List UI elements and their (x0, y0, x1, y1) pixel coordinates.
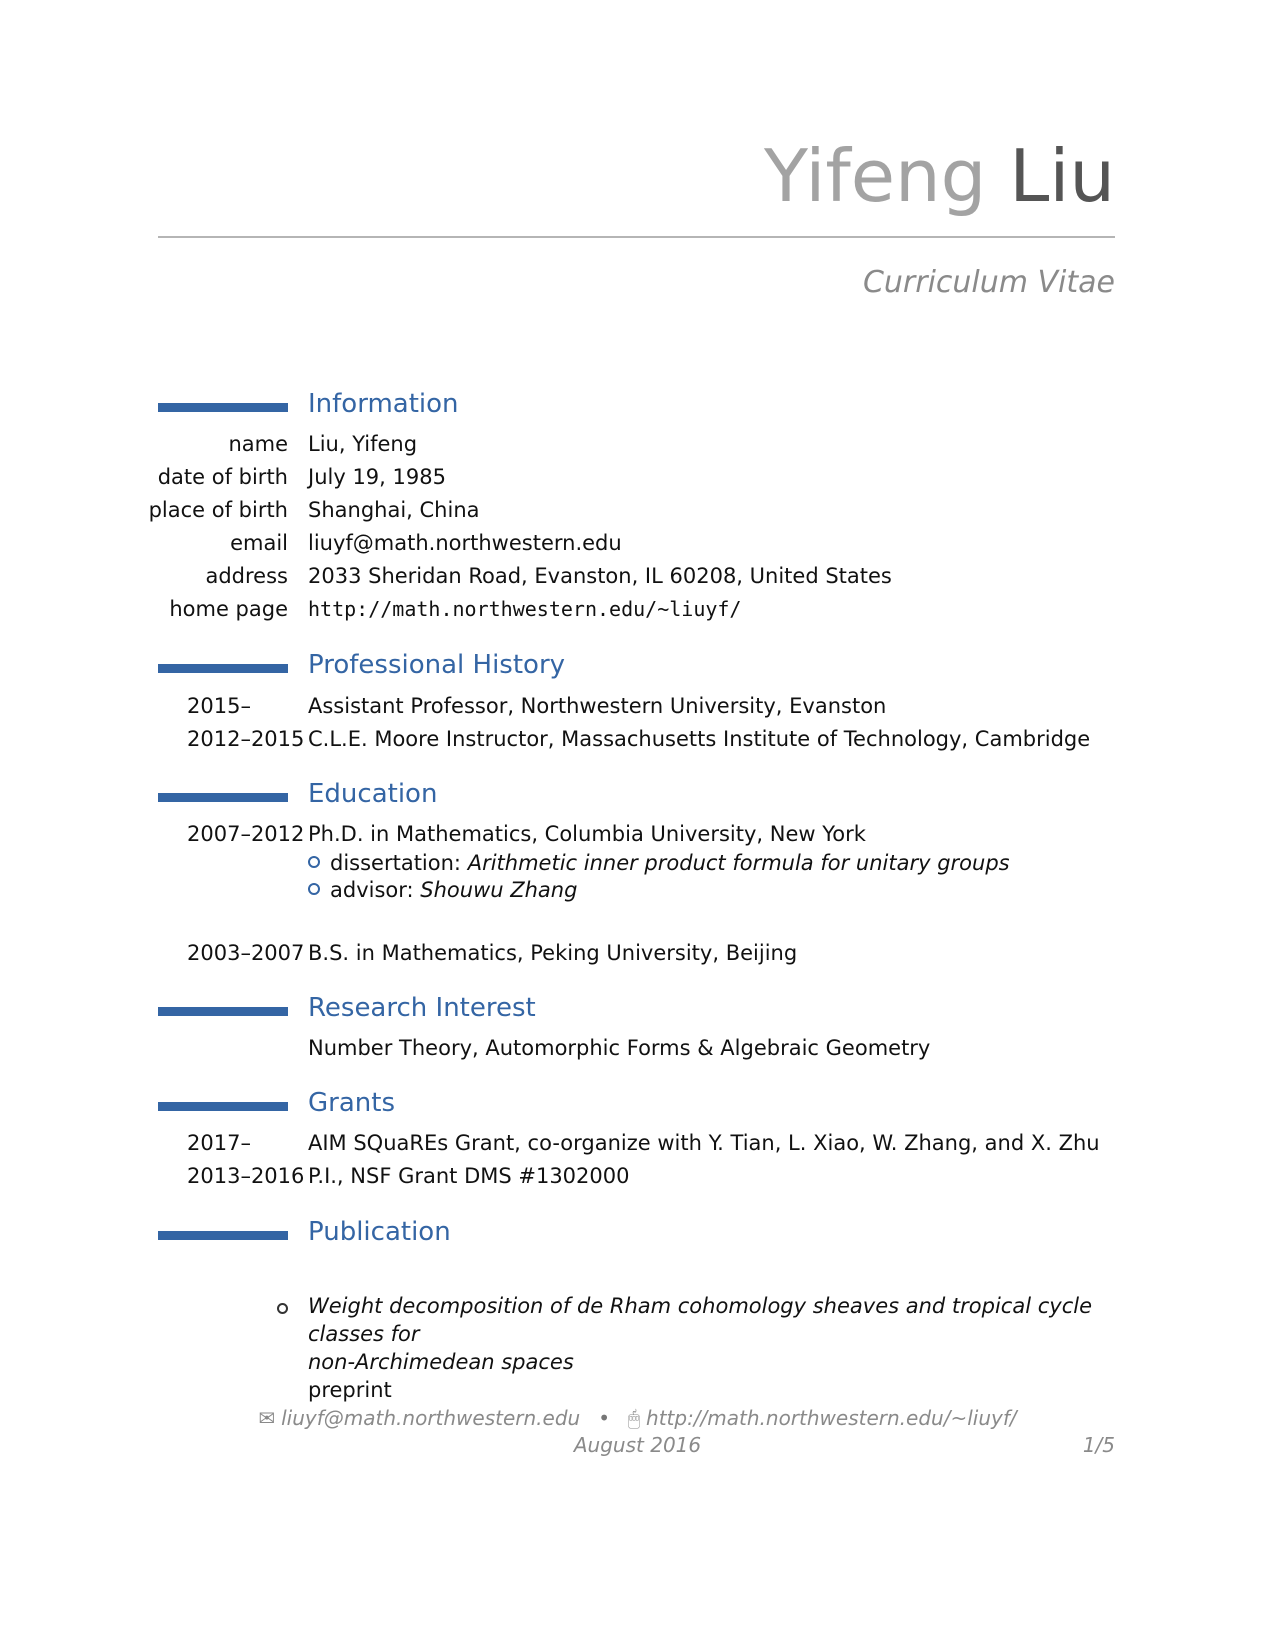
section-title: Research Interest (308, 993, 536, 1023)
last-name: Liu (1009, 134, 1115, 218)
research-interest-text: Number Theory, Automorphic Forms & Algebraic Geometry (308, 1036, 931, 1060)
section-bar (158, 1231, 288, 1240)
info-label: email (230, 531, 288, 555)
footer-email[interactable]: liuyf@math.northwestern.edu (281, 1406, 581, 1430)
info-row (0, 597, 1275, 627)
info-label: address (205, 564, 288, 588)
footer-date: August 2016 (573, 1433, 702, 1457)
section-grants (0, 1088, 1275, 1124)
section-information (0, 389, 1275, 425)
title-rule (158, 236, 1115, 238)
research-row (0, 1036, 1275, 1066)
info-value: Shanghai, China (308, 498, 480, 522)
homepage-link[interactable]: http://math.northwestern.edu/~liuyf/ (308, 597, 742, 621)
circle-bullet-icon (277, 1303, 288, 1314)
section-bar (158, 793, 288, 802)
page-number: 1/5 (1082, 1433, 1115, 1457)
info-value: July 19, 1985 (308, 465, 446, 489)
cv-subtitle: Curriculum Vitae (862, 265, 1115, 300)
info-row (0, 498, 1275, 528)
info-row (0, 432, 1275, 462)
history-date: 2015– (187, 694, 251, 718)
first-name: Yifeng (763, 134, 987, 218)
grant-date: 2017– (187, 1131, 251, 1155)
dissertation-label: dissertation: (330, 851, 462, 875)
section-research-interest (0, 993, 1275, 1029)
history-value: Assistant Professor, Northwestern University, Evanston (308, 694, 887, 718)
section-bar (158, 1007, 288, 1016)
info-row (0, 564, 1275, 594)
section-title: Publication (308, 1217, 451, 1247)
separator-dot: • (598, 1406, 611, 1430)
info-value: Liu, Yifeng (308, 432, 418, 456)
info-value: 2033 Sheridan Road, Evanston, IL 60208, United States (308, 564, 892, 588)
section-title: Information (308, 389, 459, 419)
info-label: home page (169, 597, 288, 621)
advisor-name: Shouwu Zhang (420, 878, 578, 902)
grant-row (0, 1164, 1275, 1194)
dissertation-item (308, 851, 1010, 879)
history-row (0, 727, 1275, 757)
education-value: Ph.D. in Mathematics, Columbia University, New York (308, 822, 866, 846)
education-row (0, 941, 1275, 971)
history-row (0, 694, 1275, 724)
history-value: C.L.E. Moore Instructor, Massachusetts Institute of Technology, Cambridge (308, 727, 1091, 751)
info-label: date of birth (157, 465, 288, 489)
publication-status: preprint (308, 1378, 392, 1402)
mouse-icon: 🖱 (628, 1406, 641, 1430)
education-date: 2007–2012 (187, 822, 305, 846)
advisor-item (308, 878, 577, 906)
info-label: place of birth (148, 498, 288, 522)
section-bar (158, 1102, 288, 1111)
footer-homepage[interactable]: http://math.northwestern.edu/~liuyf/ (646, 1406, 1017, 1430)
circle-bullet-icon (308, 883, 320, 895)
education-date: 2003–2007 (187, 941, 305, 965)
publication-title-line1: Weight decomposition of de Rham cohomology sheaves and tropical cycle classes for (308, 1294, 1093, 1346)
history-date: 2012–2015 (187, 727, 305, 751)
publication-item (308, 1292, 1118, 1404)
section-title: Education (308, 779, 438, 809)
section-publication (0, 1217, 1275, 1253)
dissertation-title: Arithmetic inner product formula for unitary groups (467, 851, 1010, 875)
info-label: name (228, 432, 288, 456)
publication-title-line2: non-Archimedean spaces (308, 1350, 574, 1374)
education-row (0, 822, 1275, 852)
envelope-icon: ✉ (258, 1406, 276, 1430)
section-bar (158, 664, 288, 673)
section-education (0, 779, 1275, 815)
cv-name (763, 134, 1115, 218)
grant-value: AIM SQuaREs Grant, co-organize with Y. Tian, L. Xiao, W. Zhang, and X. Zhu (308, 1131, 1100, 1155)
section-title: Grants (308, 1088, 395, 1118)
advisor-label: advisor: (330, 878, 414, 902)
grant-value: P.I., NSF Grant DMS #1302000 (308, 1164, 630, 1188)
section-title: Professional History (308, 650, 566, 680)
info-row (0, 465, 1275, 495)
section-bar (158, 403, 288, 412)
circle-bullet-icon (308, 856, 320, 868)
grant-row (0, 1131, 1275, 1161)
education-value: B.S. in Mathematics, Peking University, Beijing (308, 941, 798, 965)
footer-contact (0, 1406, 1275, 1430)
section-professional-history (0, 650, 1275, 686)
email-link[interactable]: liuyf@math.northwestern.edu (308, 531, 622, 555)
info-row (0, 531, 1275, 561)
grant-date: 2013–2016 (187, 1164, 305, 1188)
